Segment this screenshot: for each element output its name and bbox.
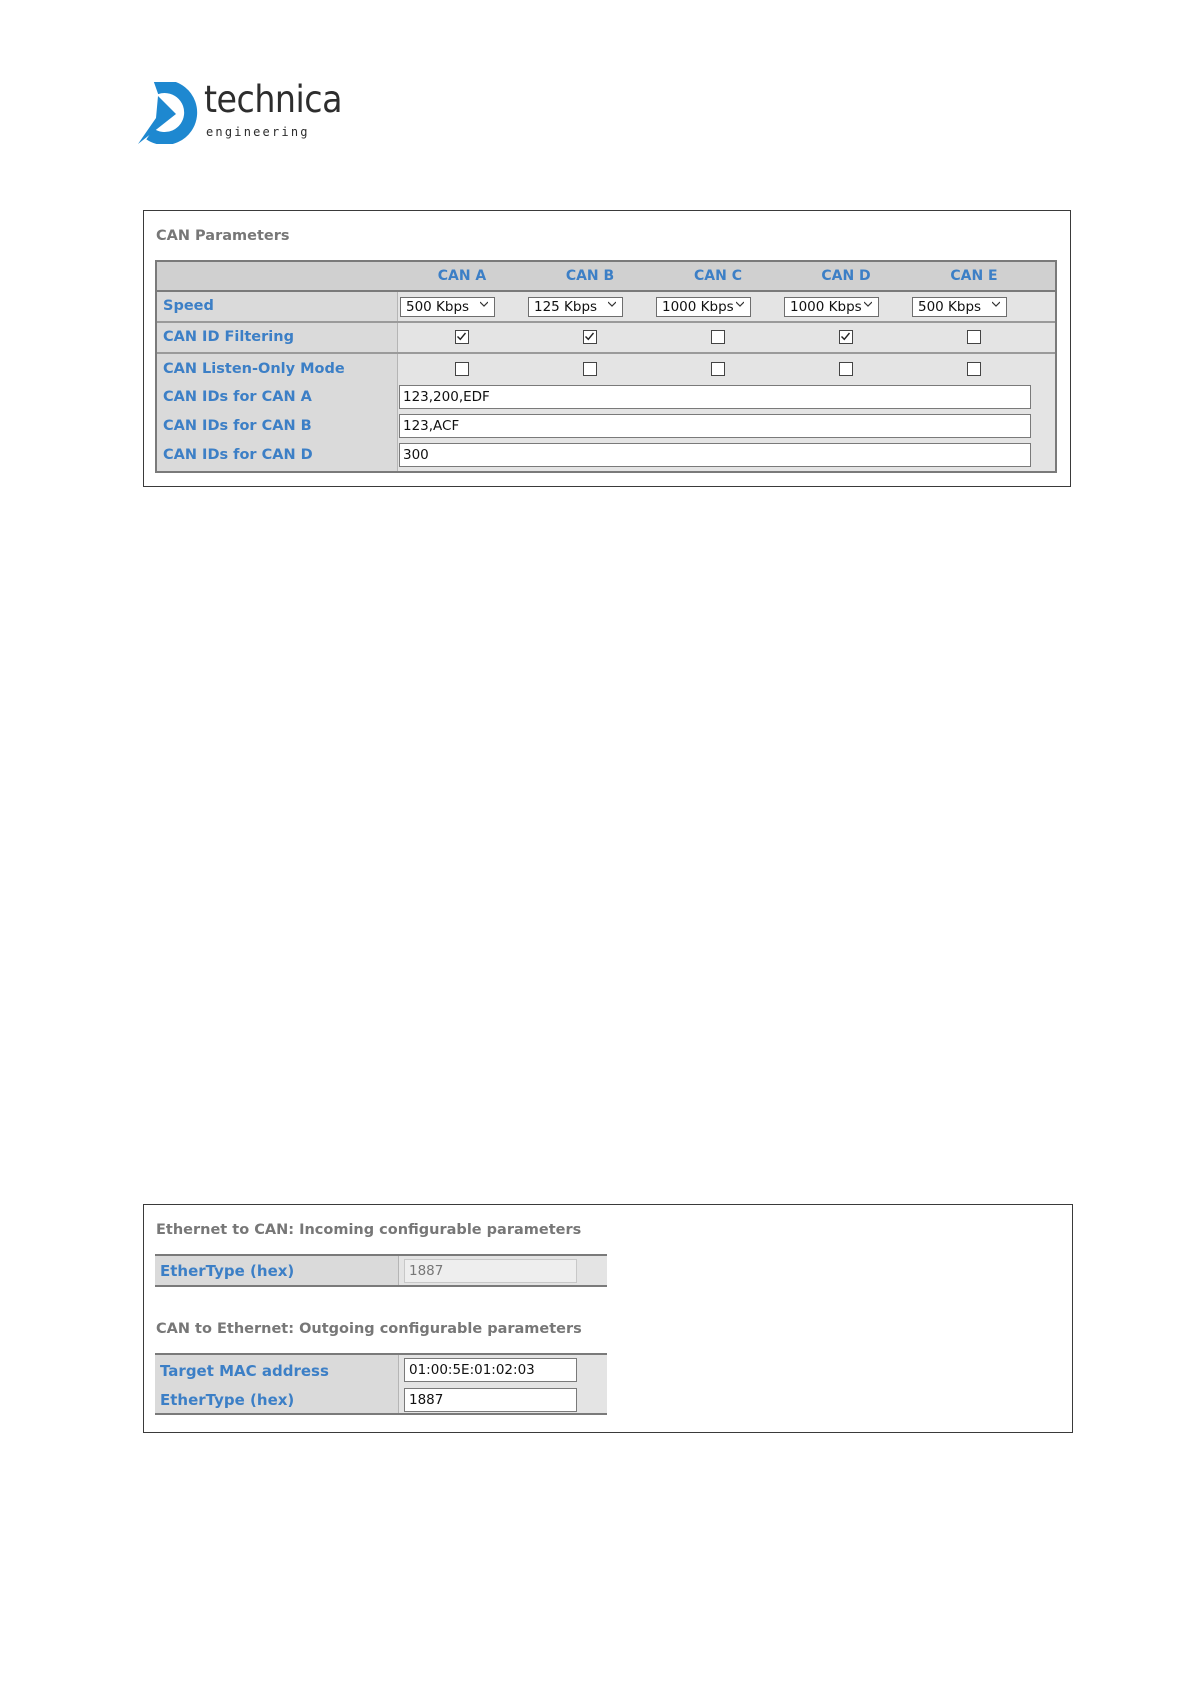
can-id-filtering-label: CAN ID Filtering <box>163 329 294 345</box>
incoming-ethertype-input: 1887 <box>404 1259 577 1283</box>
filtering-checkbox-can-d[interactable] <box>839 330 853 344</box>
can-ids-input-a[interactable]: 123,200,EDF <box>399 385 1031 409</box>
chevron-down-icon <box>608 300 616 308</box>
can-ids-input-d[interactable]: 300 <box>399 443 1031 467</box>
table-header-row <box>157 262 1055 292</box>
checkmark-icon <box>840 331 851 342</box>
can-ids-label-a: CAN IDs for CAN A <box>163 389 312 405</box>
column-header-can-a: CAN A <box>437 268 487 284</box>
filtering-checkbox-can-a[interactable] <box>455 330 469 344</box>
speed-label: Speed <box>163 298 214 314</box>
column-header-can-e: CAN E <box>950 268 998 284</box>
filtering-checkbox-can-b[interactable] <box>583 330 597 344</box>
speed-value-can-a: 500 Kbps <box>406 299 470 315</box>
can-ids-input-b[interactable]: 123,ACF <box>399 414 1031 438</box>
incoming-ethertype-label: EtherType (hex) <box>160 1262 295 1280</box>
speed-value-can-b: 125 Kbps <box>534 299 598 315</box>
outgoing-ethertype-label: EtherType (hex) <box>160 1391 295 1409</box>
panel-title: CAN Parameters <box>156 228 290 244</box>
outgoing-section-title: CAN to Ethernet: Outgoing configurable parameters <box>156 1321 582 1337</box>
chevron-down-icon <box>736 300 744 308</box>
listen-only-checkbox-can-e[interactable] <box>967 362 981 376</box>
column-header-can-c: CAN C <box>694 268 742 284</box>
column-header-can-b: CAN B <box>565 268 615 284</box>
can-ids-row-b <box>157 412 1055 441</box>
target-mac-input[interactable]: 01:00:5E:01:02:03 <box>404 1358 577 1382</box>
speed-select-can-d[interactable] <box>784 297 879 317</box>
logo-wordmark: technica <box>204 78 342 121</box>
target-mac-label: Target MAC address <box>160 1362 329 1380</box>
speed-row <box>157 292 1055 323</box>
ethernet-parameters-panel <box>143 1204 1073 1433</box>
can-parameters-table <box>155 260 1057 473</box>
filtering-checkbox-can-c[interactable] <box>711 330 725 344</box>
can-ids-row-d <box>157 441 1055 471</box>
listen-only-checkbox-can-d[interactable] <box>839 362 853 376</box>
chevron-down-icon <box>480 300 488 308</box>
listen-only-row <box>157 354 1055 383</box>
speed-value-can-c: 1000 Kbps <box>662 299 734 315</box>
logo-subtitle: engineering <box>206 125 310 139</box>
outgoing-parameters-table <box>155 1353 607 1415</box>
speed-select-can-e[interactable] <box>912 297 1007 317</box>
checkmark-icon <box>456 331 467 342</box>
filtering-checkbox-can-e[interactable] <box>967 330 981 344</box>
listen-only-checkbox-can-c[interactable] <box>711 362 725 376</box>
listen-only-label: CAN Listen-Only Mode <box>163 361 345 377</box>
speed-value-can-e: 500 Kbps <box>918 299 982 315</box>
column-header-can-d: CAN D <box>821 268 871 284</box>
can-ids-label-d: CAN IDs for CAN D <box>163 447 313 463</box>
chevron-down-icon <box>864 300 872 308</box>
logo-mark-icon <box>136 82 204 144</box>
speed-value-can-d: 1000 Kbps <box>790 299 862 315</box>
can-ids-row-a <box>157 383 1055 412</box>
speed-select-can-b[interactable] <box>528 297 623 317</box>
incoming-parameters-table <box>155 1254 607 1287</box>
speed-select-can-c[interactable] <box>656 297 751 317</box>
speed-select-can-a[interactable] <box>400 297 495 317</box>
incoming-section-title: Ethernet to CAN: Incoming configurable parameters <box>156 1222 582 1238</box>
can-parameters-panel <box>143 210 1071 487</box>
listen-only-checkbox-can-b[interactable] <box>583 362 597 376</box>
outgoing-ethertype-input[interactable]: 1887 <box>404 1388 577 1412</box>
can-id-filtering-row <box>157 323 1055 354</box>
chevron-down-icon <box>992 300 1000 308</box>
company-logo <box>140 78 342 148</box>
checkmark-icon <box>584 331 595 342</box>
can-ids-label-b: CAN IDs for CAN B <box>163 418 312 434</box>
listen-only-checkbox-can-a[interactable] <box>455 362 469 376</box>
